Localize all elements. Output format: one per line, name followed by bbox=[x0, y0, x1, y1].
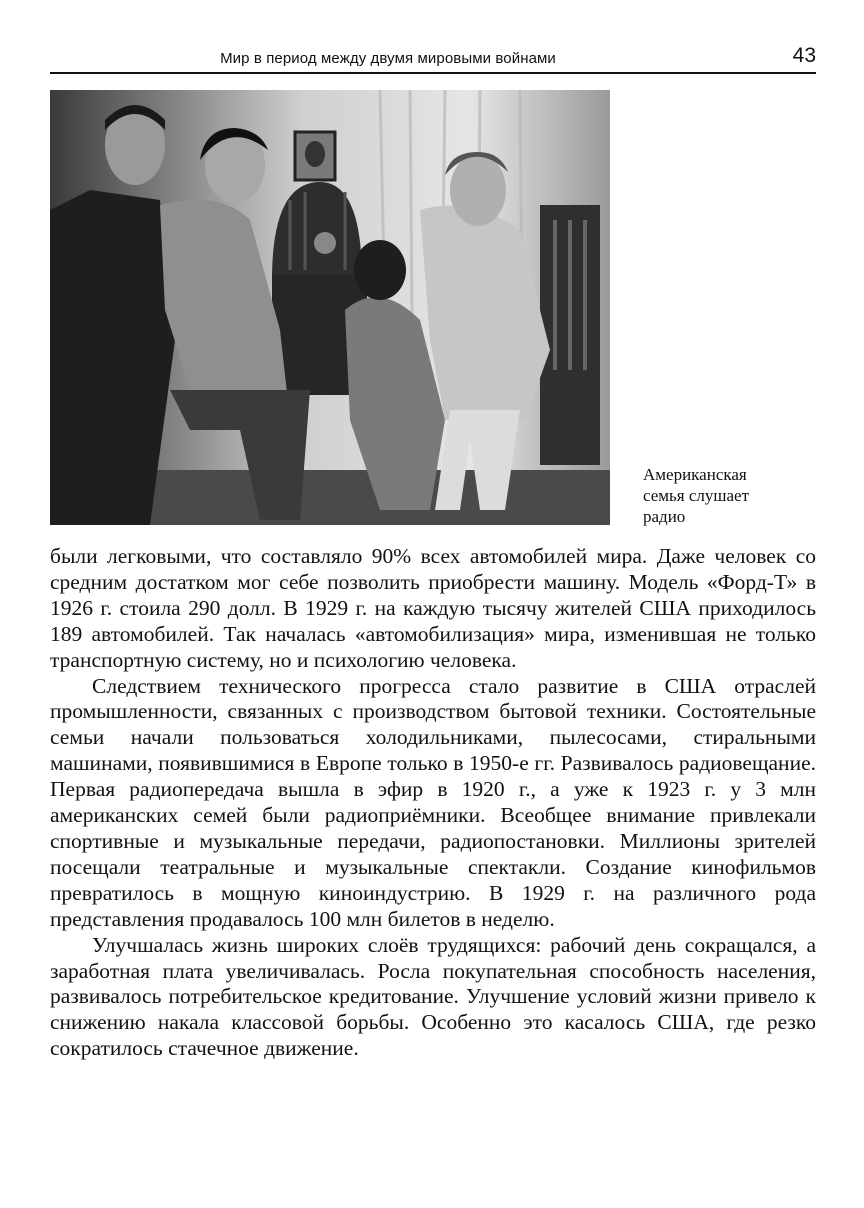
caption-line: Американская bbox=[643, 465, 747, 484]
paragraph: Улучшалась жизнь широких слоёв трудящихся: рабочий день сокращался, а заработная плата увеличивалась. Росла покупательная способность населения, развивалось потребительское кредитование. Улучшение условий жизни привело к снижению накала классовой борьбы. Особенно это касалось США, где резко сократилось стачечное движение. bbox=[50, 932, 816, 1061]
photo-caption bbox=[643, 464, 833, 527]
running-header bbox=[50, 44, 816, 74]
family-radio-photo bbox=[50, 90, 610, 525]
caption-line: радио bbox=[643, 507, 686, 526]
body-text bbox=[50, 544, 816, 1062]
running-title: Мир в период между двумя мировыми войнами bbox=[220, 50, 556, 67]
paragraph: были легковыми, что составляло 90% всех автомобилей мира. Даже человек со средним достатком мог себе позволить приобрести машину. Модель «Форд-Т» в 1926 г. стоила 290 долл. В 1929 г. на каждую тысячу жителей США приходилось 189 автомобилей. Так началась «автомобилизация» мира, изменившая не только транспортную систему, но и психологию человека. bbox=[50, 544, 816, 672]
paragraph: Следствием технического прогресса стало развитие в США отраслей промышленности, связанных с производством бытовой техники. Состоятельные семьи начали пользоваться холодильниками, пылесосами, стиральными машинами, появившимися в Европе только в 1950-е гг. Развивалось радиовещание. Первая радиопередача вышла в эфир в 1920 г., а уже к 1923 г. у 3 млн американских семей были радиоприёмники. Всеобщее внимание привлекали спортивные и музыкальные передачи, радиопостановки. Миллионы зрителей посещали театральные и музыкальные спектакли. Создание кинофильмов превратилось в мощную киноиндустрию. В 1929 г. на различного рода представления продавалось 100 млн билетов в неделю. bbox=[50, 673, 816, 931]
caption-line: семья слушает bbox=[643, 486, 750, 505]
page-number: 43 bbox=[792, 44, 816, 67]
